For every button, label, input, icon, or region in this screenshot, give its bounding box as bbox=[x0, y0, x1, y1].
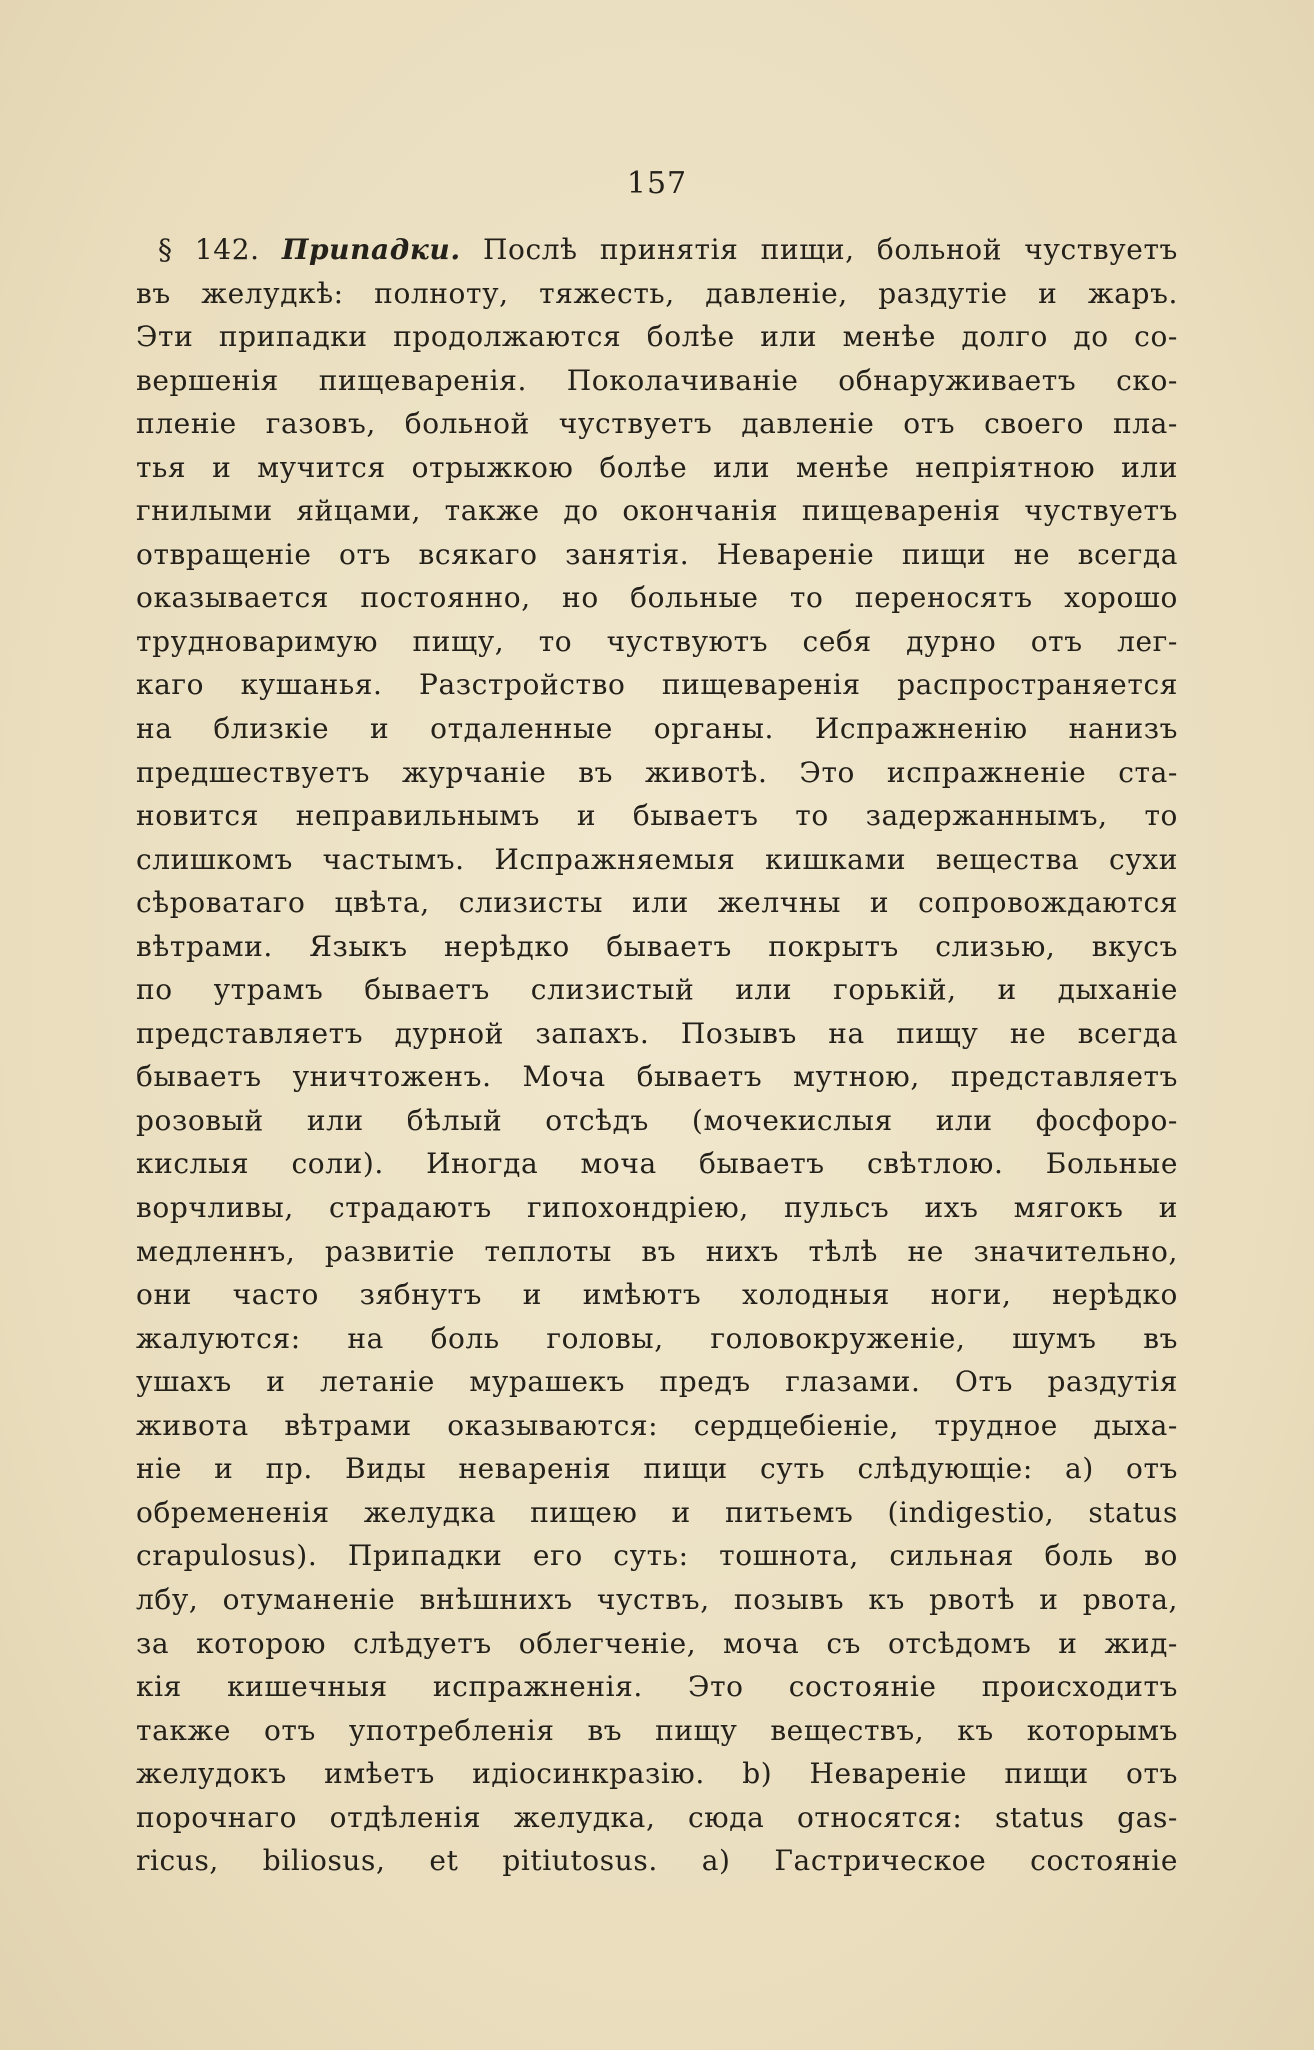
text-line: ніе и пр. Виды неваренія пищи суть слѣдующіе: a) отъ bbox=[136, 1452, 1178, 1486]
text-line: представляетъ дурной запахъ. Позывъ на пищу не всегда bbox=[136, 1016, 1178, 1050]
text-line: они часто зябнутъ и имѣютъ холодныя ноги, нерѣдко bbox=[136, 1278, 1178, 1312]
text-line: Эти припадки продолжаются болѣе или менѣе долго до со- bbox=[136, 320, 1178, 354]
section-heading: Припадки. bbox=[281, 233, 461, 266]
text-line: бываетъ уничтоженъ. Моча бываетъ мутною, представляетъ bbox=[136, 1060, 1178, 1094]
text-line: кислыя соли). Иногда моча бываетъ свѣтлою. Больные bbox=[136, 1147, 1178, 1181]
text-line: трудноваримую пищу, то чуствуютъ себя дурно отъ лег- bbox=[136, 624, 1178, 658]
text-line: по утрамъ бываетъ слизистый или горькій, и дыханіе bbox=[136, 973, 1178, 1007]
text-line: ворчливы, страдаютъ гипохондріею, пульсъ ихъ мягокъ и bbox=[136, 1191, 1178, 1225]
text-line: за которою слѣдуетъ облегченіе, моча съ отсѣдомъ и жид- bbox=[136, 1626, 1178, 1660]
text-line: отвращеніе отъ всякаго занятія. Неваренiе пищи не всегда bbox=[136, 537, 1178, 571]
text-line: желудокъ имѣетъ идіосинкразію. b) Неваренiе пищи отъ bbox=[136, 1757, 1178, 1791]
section-number: § 142. bbox=[158, 233, 260, 266]
text-line: жалуются: на боль головы, головокруженіе, шумъ въ bbox=[136, 1321, 1178, 1355]
text-line: медленнъ, развитіе теплоты въ нихъ тѣлѣ не значительно, bbox=[136, 1234, 1178, 1268]
text-line: живота вѣтрами оказываются: сердцебіеніе, трудное дыха- bbox=[136, 1408, 1178, 1442]
text-line: новится неправильнымъ и бываетъ то задержаннымъ, то bbox=[136, 799, 1178, 833]
text-line: crapulosus). Припадки его суть: тошнота, сильная боль во bbox=[136, 1539, 1178, 1573]
text-line: на близкіе и отдаленные органы. Испражненію нанизъ bbox=[136, 712, 1178, 746]
text-line: оказывается постоянно, но больные то переносятъ хорошо bbox=[136, 581, 1178, 615]
page-number: 157 bbox=[626, 166, 688, 201]
text-line: обремененія желудка пищею и питьемъ (indigestio, status bbox=[136, 1495, 1178, 1529]
text-line bbox=[136, 228, 1178, 272]
text-line: порочнаго отдѣленія желудка, сюда относятся: status gas- bbox=[136, 1800, 1178, 1834]
paragraph-142 bbox=[136, 228, 1178, 1883]
text-line: вершенія пищеваренія. Поколачиваніе обнаруживаетъ ско- bbox=[136, 363, 1178, 397]
text-line: въ желудкѣ: полноту, тяжесть, давленіе, раздутіе и жаръ. bbox=[136, 276, 1178, 310]
text-line: ricus, biliosus, et pitiutosus. a) Гастрическое состояніе bbox=[136, 1844, 1178, 1878]
text-line: лбу, отуманеніе внѣшнихъ чуствъ, позывъ къ рвотѣ и рвота, bbox=[136, 1582, 1178, 1616]
text-line: тья и мучится отрыжкою болѣе или менѣе непріятною или bbox=[136, 450, 1178, 484]
first-line-text: Послѣ принятія пищи, больной чуствуетъ bbox=[483, 233, 1178, 266]
text-line: кія кишечныя испражненія. Это состояніе происходитъ bbox=[136, 1670, 1178, 1704]
text-line: вѣтрами. Языкъ нерѣдко бываетъ покрытъ слизью, вкусъ bbox=[136, 929, 1178, 963]
text-line: также отъ употребленія въ пищу веществъ, къ которымъ bbox=[136, 1713, 1178, 1747]
text-line: слишкомъ частымъ. Испражняемыя кишками вещества сухи bbox=[136, 842, 1178, 876]
text-line: гнилыми яйцами, также до окончанія пищеваренія чуствуетъ bbox=[136, 494, 1178, 528]
text-line: ушахъ и летаніе мурашекъ предъ глазами. Отъ раздутія bbox=[136, 1365, 1178, 1399]
text-line: розовый или бѣлый отсѣдъ (мочекислыя или фосфоро- bbox=[136, 1103, 1178, 1137]
text-line: предшествуетъ журчаніе въ животѣ. Это испражненіе ста- bbox=[136, 755, 1178, 789]
text-line: сѣроватаго цвѣта, слизисты или желчны и сопровождаются bbox=[136, 886, 1178, 920]
text-line: пленіе газовъ, больной чуствуетъ давленіе отъ своего пла- bbox=[136, 407, 1178, 441]
text-line: каго кушанья. Разстройство пищеваренія распространяется bbox=[136, 668, 1178, 702]
